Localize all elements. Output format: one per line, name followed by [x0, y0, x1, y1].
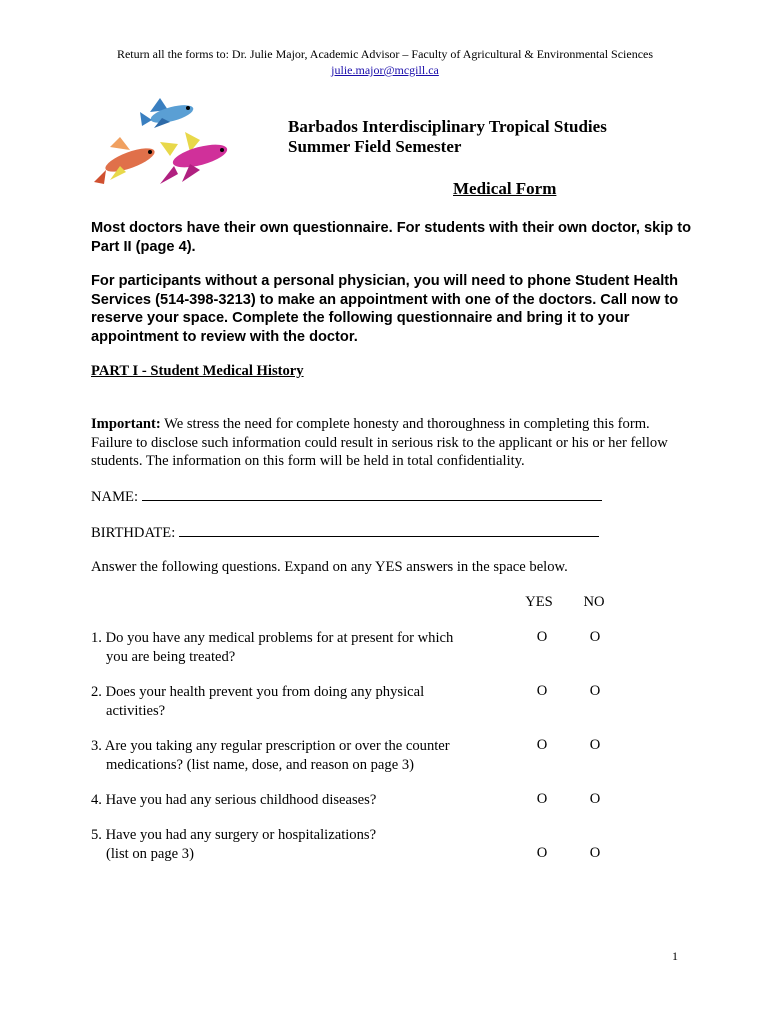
- program-title: Barbados Interdisciplinary Tropical Studies: [288, 117, 607, 136]
- question-3-line-2: medications? (list name, dose, and reason on page 3): [106, 756, 414, 773]
- birthdate-field[interactable]: [179, 522, 599, 537]
- question-2: [91, 683, 491, 720]
- orange-fish-icon: [94, 137, 157, 184]
- return-instructions: Return all the forms to: Dr. Julie Major, Academic Advisor – Faculty of Agricultural & Environmental Sciences: [116, 47, 654, 61]
- question-2-yes-option[interactable]: O: [536, 683, 548, 699]
- magenta-fish-icon: [160, 132, 229, 184]
- important-notice: [91, 415, 681, 471]
- question-3-no-option[interactable]: O: [589, 737, 601, 753]
- name-field[interactable]: [142, 486, 602, 501]
- question-4-line-1: 4. Have you had any serious childhood diseases?: [91, 792, 377, 808]
- question-5-line-1: 5. Have you had any surgery or hospitalizations?: [91, 827, 377, 843]
- question-1: [91, 629, 491, 666]
- part1-heading: PART I - Student Medical History: [91, 363, 304, 379]
- blue-fish-icon: [140, 98, 195, 128]
- fish-illustration: [90, 92, 240, 197]
- question-1-line-1: 1. Do you have any medical problems for at present for which: [91, 630, 454, 646]
- question-5-yes-option[interactable]: O: [536, 845, 548, 861]
- birthdate-label: BIRTHDATE:: [91, 525, 176, 541]
- important-label: Important:: [91, 416, 161, 432]
- yes-column-header: YES: [525, 594, 553, 610]
- important-text: We stress the need for complete honesty and thoroughness in completing this form. Failure to disclose such information could result in serious risk to the applicant or his or her fellow students. The information on this form will be held in total confidentiality.: [91, 416, 668, 469]
- question-4-no-option[interactable]: O: [589, 791, 601, 807]
- semester-title: Summer Field Semester: [288, 137, 462, 156]
- question-2-line-1: 2. Does your health prevent you from doing any physical: [91, 684, 425, 700]
- question-1-no-option[interactable]: O: [589, 629, 601, 645]
- question-5-line-2: (list on page 3): [106, 845, 194, 862]
- intro-paragraph-1: Most doctors have their own questionnaire. For students with their own doctor, skip to Part II (page 4).: [91, 220, 692, 255]
- question-5: [91, 826, 491, 863]
- question-3: [91, 737, 491, 774]
- question-4-yes-option[interactable]: O: [536, 791, 548, 807]
- name-field-row: [91, 486, 602, 507]
- intro-paragraph-2: For participants without a personal physician, you will need to phone Student Health Services (514-398-3213) to make an appointment with one of the doctors. Call now to reserve your space. Complete the following questionnaire and bring it to your appointment to review with the doctor.: [91, 273, 679, 345]
- answer-instructions: Answer the following questions. Expand on any YES answers in the space below.: [91, 559, 568, 575]
- birthdate-field-row: [91, 522, 599, 543]
- form-title: Medical Form: [453, 179, 557, 198]
- email-link[interactable]: julie.major@mcgill.ca: [331, 63, 439, 77]
- question-1-line-2: you are being treated?: [106, 648, 236, 665]
- page-number: 1: [672, 949, 678, 963]
- question-1-yes-option[interactable]: O: [536, 629, 548, 645]
- no-column-header: NO: [583, 594, 605, 610]
- email-line: [0, 63, 770, 78]
- question-5-no-option[interactable]: O: [589, 845, 601, 861]
- question-3-yes-option[interactable]: O: [536, 737, 548, 753]
- question-4: [91, 791, 491, 810]
- name-label: NAME:: [91, 489, 139, 505]
- question-2-line-2: activities?: [106, 702, 166, 719]
- question-3-line-1: 3. Are you taking any regular prescription or over the counter: [91, 738, 450, 754]
- question-2-no-option[interactable]: O: [589, 683, 601, 699]
